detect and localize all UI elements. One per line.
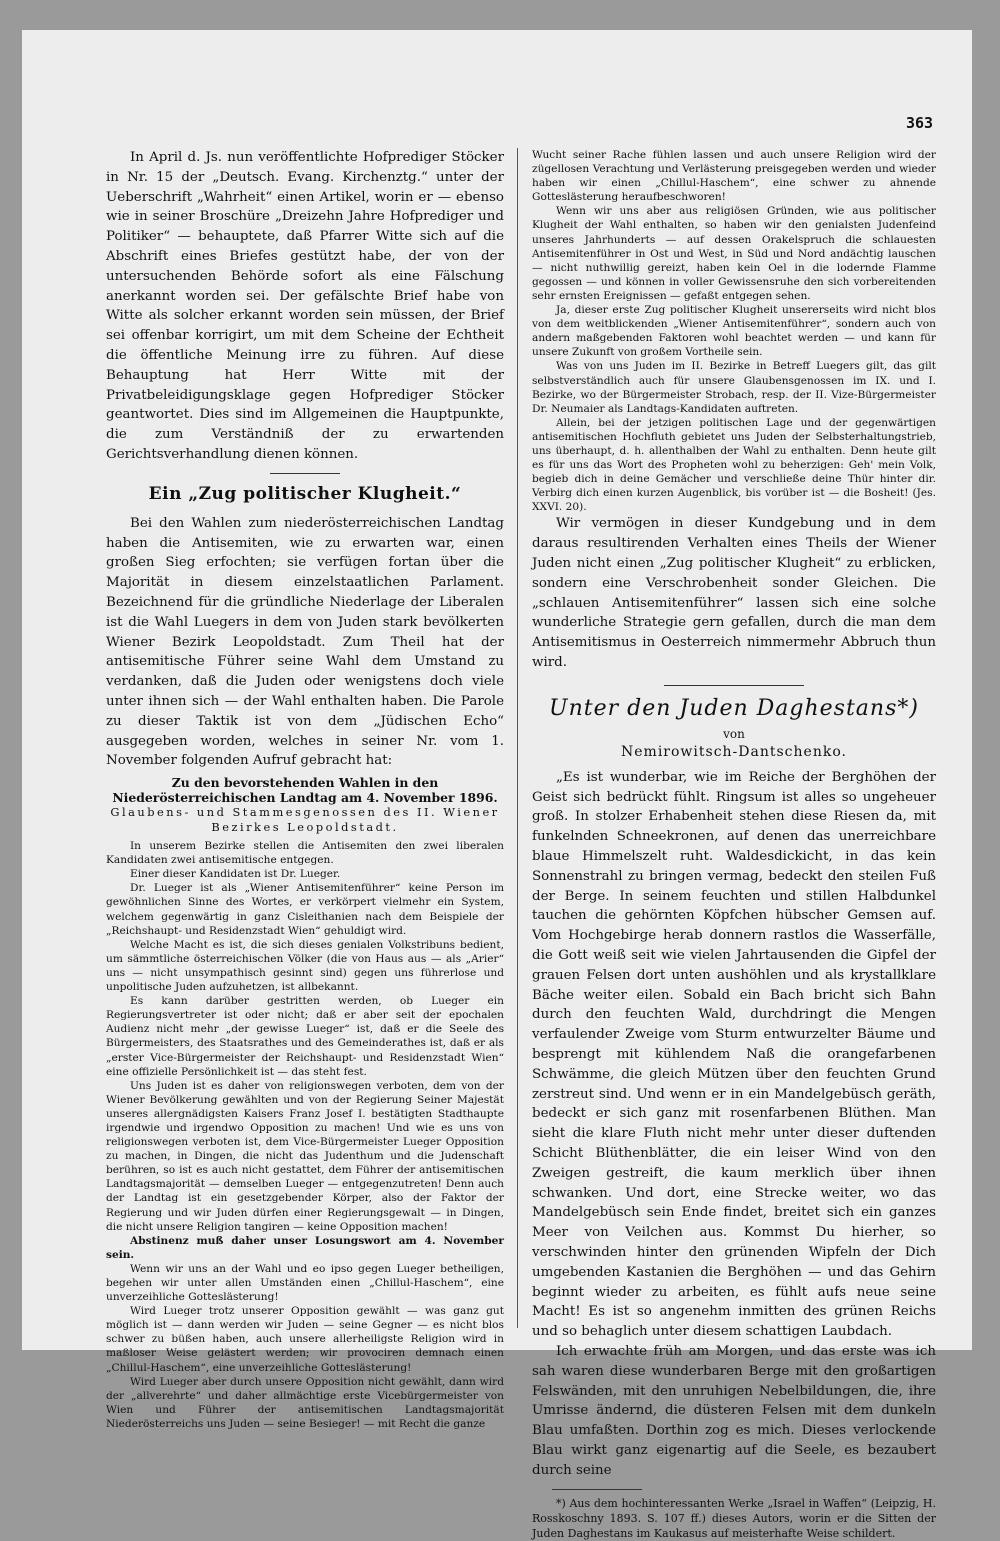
appeal-paragraph: Wird Lueger trotz unserer Opposition gewählt — was ganz gut möglich ist — dann werden wir Juden — seine Gegner — es nicht blos schwer zu büßen haben, auch unsere allerheiligste Religion wird in maßloser Weise gelästert werden; wir provociren demnach einen „Chillul-Haschem“, eine unverzeihliche Gotteslästerung! (106, 1305, 504, 1374)
appeal-paragraph: Wenn wir uns aber aus religiösen Gründen, wie aus politischer Klugheit der Wahl enthalten, so haben wir den genialsten Judenfeind unseres Jahrhunderts — auf dessen Orakelspruch die schlauesten Antisemitenführer in Ost und West, in Süd und Nord andächtig lauschen — nicht nuthwillig gereizt, haben kein Oel in die lodernde Flamme gegossen — und können in voller Gewissensruhe den sich vorbereitenden sehr ernsten Ereignissen — gefaßt entgegen sehen. (532, 205, 936, 302)
divider (270, 473, 340, 474)
appeal-paragraph: Es kann darüber gestritten werden, ob Lueger ein Regierungsvertreter ist oder nicht; daß er aber seit der epochalen Audienz nicht mehr „der gewisse Lueger“ ist, daß er die Seele des Bürgermeisters, des Staatsrathes und des Gemeinderathes ist, daß er als „erster Vice-Bürgermeister der Reichshaupt- und Residenzstadt Wien“ eine offizielle Persönlichkeit ist — das steht fest. (106, 995, 504, 1078)
appeal-paragraph: Welche Macht es ist, die sich dieses genialen Volkstribuns bedient, um sämmtliche österreichischen Völker (die von Haus aus — als „Arier“ uns — nicht unsympathisch gesinnt sind) gegen uns führerlose und unpolitische Juden aufzuhetzen, ist allbekannt. (106, 938, 504, 994)
appeal-paragraph: In unserem Bezirke stellen die Antisemiten den zwei liberalen Kandidaten zwei antisemitische entgegen. (106, 840, 504, 867)
appeal-heading: Zu den bevorstehenden Wahlen in den Niederösterreichischen Landtag am 4. November 1896. (112, 775, 498, 806)
paragraph-wahlen: Bei den Wahlen zum niederösterreichischen Landtag haben die Antisemiten, wie zu erwarten war, einen großen Sieg erfochten; sie verfügen fortan über die Majorität in diesem einzelstaatlichen Parlament. Bezeichnend für die gründliche Niederlage der Liberalen ist die Wahl Luegers in dem von Juden stark bevölkerten Wiener Bezirk Leopoldstadt. Zum Theil hat der antisemitische Führer seine Wahl dem Umstand zu verdanken, daß die Juden oder wenigstens doch viele unter ihnen sich — der Wahl enthalten haben. Die Parole zu dieser Taktik ist von dem „Jüdischen Echo“ ausgegeben worden, welches in seiner Nr. vom 1. November folgenden Aufruf gebracht hat: (106, 515, 504, 769)
appeal-paragraph-bold: Abstinenz muß daher unser Losungswort am 4. November sein. (106, 1234, 504, 1261)
appeal-paragraph: Was von uns Juden im II. Bezirke in Betreff Luegers gilt, das gilt selbstverständlich auch für unsere Glaubensgenossen im IX. und I. Bezirke, wo der Bürgermeister Strobach, resp. der II. Vize-Bürgermeister Dr. Neumaier als Landtags-Kandidaten auftreten. (532, 360, 936, 415)
column-rule (517, 148, 518, 1328)
paragraph-commentary: Wir vermögen in dieser Kundgebung und in dem daraus resultirenden Verhalten eines Theils der Wiener Juden nicht einen „Zug politischer Klugheit“ zu erblicken, sondern eine Verschrobenheit sonder Gleichen. Die „schlauen Antisemitenführer“ lassen sich eine solche wunderliche Strategie gern gefallen, durch die man dem Antisemitismus in Oesterreich nimmermehr Abbruch thun wird. (532, 516, 936, 671)
article-heading-daghestan: Unter den Juden Daghestans*) (549, 695, 919, 721)
paragraph-stoecker: In April d. Js. nun veröffentlichte Hofprediger Stöcker in Nr. 15 der „Deutsch. Evang. Kirchenztg.“ unter der Ueberschrift „Wahrheit“ einen Artikel, worin er — ebenso wie in seiner Broschüre „Dreizehn Jahre Hofprediger und Politiker“ — behauptete, daß Pfarrer Witte sich auf die Abschrift eines Briefes gestützt habe, der von der untersuchenden Behörde sofort als eine Fälschung anerkannt worden sei. Der gefälschte Brief habe von Witte als solcher erkannt worden sein müssen, der Brief sei offenbar korrigirt, um mit dem Scheine der Echtheit die öffentliche Meinung irre zu führen. Auf diese Behauptung hat Herr Witte mit der Privatbeleidigungsklage gegen Hofprediger Stöcker geantwortet. Dies sind im Allgemeinen die Hauptpunkte, die zum Verständniß der zu erwartenden Gerichtsverhandlung dienen können. (106, 150, 504, 462)
paragraph-mountains: „Es ist wunderbar, wie im Reiche der Berghöhen der Geist sich bedrückt fühlt. Ringsum ist alles so ungeheuer groß. In stolzer Erhabenheit stehen diese Riesen da, mit funkelnden Schneekronen, auf denen das unerreichbare blaue Himmelszelt ruht. Waldesdickicht, in das kein Sonnenstrahl zu bringen vermag, bedeckt den steilen Fuß der Berge. In seinem feuchten und stillen Halbdunkel tauchen die gehörnten Köpfchen hübscher Gemsen auf. Vom Hochgebirge herab donnern rastlos die Wasserfälle, die Gott weiß seit wie vielen Jahrtausenden die Gipfel der grauen Felsen dort unten aushöhlen und als krystallklare Bäche weiter eilen. Sobald ein Bach bricht sich Bahn durch den feuchten Wald, durchdringt die Mengen verfaulender Zweige vom Sturm entwurzelter Bäume und besprengt mit kühlendem Naß die orangefarbenen Schwämme, die gleich Mützen über den feuchten Grund zerstreut sind. Und wenn er in ein Mandelgebüsch geräth, bedeckt er sich ganz mit rosenfarbenen Blüthen. Man sieht die klare Fluth nicht mehr unter dieser duftenden Schicht Blüthenblätter, die ein leiser Wind von den Zweigen gestreift, die kaum merklich über ihnen schwanken. Und dort, eine Strecke weiter, wo das Mandelgebüsch sein Ende findet, breitet sich ein ganzes Meer von Veilchen aus. Kommst Du hierher, so verschwinden hinter den grünenden Wipfeln der Dich umgebenden Kastanien die Berghöhen — und das Gehirn beginnt wieder zu arbeiten, es fühlt aufs neue seine Macht! Es ist so angenehm inmitten des grünen Reichs und so behaglich unter diesem schattigen Laubdach. (532, 769, 936, 1340)
appeal-paragraph: Allein, bei der jetzigen politischen Lage und der gegenwärtigen antisemitischen Hochfluth gebietet uns Juden der Selbsterhaltungstrieb, uns überhaupt, d. h. allenthalben der Wahl zu enthalten. Denn heute gilt es für uns das Wort des Propheten wohl zu beherzigen: Geh' mein Volk, begieb dich in deine Gemächer und verschließe deine Thür hinter dir. Verbirg dich einen kurzen Augenblick, bis vorüber ist — die Bosheit! (Jes. XXVI. 20). (532, 416, 936, 514)
footnote: *) Aus dem hochinteressanten Werke „Israel in Waffen“ (Leipzig, H. Rosskoschny 1893. S. 107 ff.) dieses Autors, worin er die Sitten der Juden Daghestans im Kaukasus auf meisterhafte Weise schildert. (532, 1496, 936, 1540)
appeal-paragraph: Uns Juden ist es daher von religionswegen verboten, dem von der Wiener Bevölkerung gewählten und von der Regierung Seiner Majestät unseres allergnädigsten Kaisers Franz Josef I. bestätigten Stadthaupte irgendwie und irgendwo Opposition zu machen! Und wie es uns von religionswegen verboten ist, dem Vice-Bürgermeister Lueger Opposition zu machen, in Dingen, die nicht das Judenthum und die Judenschaft berühren, so ist es auch nicht gestattet, dem Führer der antisemitischen Landtagsmajorität — demselben Lueger — entgegenzutreten! Denn auch der Landtag ist ein gesetzgebender Körper, also der Faktor der Regierung und wir Juden dürfen einer Regierungsgewalt — in Dingen, die nicht unsere Religion tangiren — keine Opposition machen! (106, 1079, 504, 1233)
appeal-continuation: Wucht seiner Rache fühlen lassen und auch unsere Religion wird der zügellosen Verachtung und Verlästerung preisgegeben werden und wieder haben wir einen „Chillul-Haschem“, eine schwer zu ahnende Gotteslästerung heraufbeschworen! (532, 149, 936, 204)
newspaper-page (22, 30, 972, 1540)
page-number: 363 (906, 114, 934, 132)
left-column (106, 148, 504, 1430)
right-column (532, 148, 936, 1540)
footnote-rule (552, 1489, 642, 1490)
appeal-subheading: Glaubens- und Stammesgenossen des II. Wiener Bezirkes Leopoldstadt. (110, 805, 500, 835)
paragraph-morning: Ich erwachte früh am Morgen, und das erste was ich sah waren diese wunderbaren Berge mit den großartigen Felswänden, mit den unruhigen Nebelbildungen, die, ihre Umrisse ändernd, die düsteren Felsen mit dem dunkeln Blau umfaßten. Dorthin zog es mich. Dieses verlockende Blau wirkt ganz eigenartig auf die Seele, es bezaubert durch seine (532, 1343, 936, 1478)
article-heading-klugheit: Ein „Zug politischer Klugheit.“ (148, 483, 462, 504)
byline-author: Nemirowitsch-Dantschenko. (621, 743, 847, 760)
byline-von: von (723, 726, 745, 741)
appeal-paragraph: Wird Lueger aber durch unsere Opposition nicht gewählt, dann wird der „allverehrte“ und daher allmächtige erste Vicebürgermeister von Wien und Führer der antisemitischen Landtagsmajorität Niederösterreichs uns Juden — seine Besieger! — mit Recht die ganze (106, 1375, 504, 1430)
appeal-paragraph: Ja, dieser erste Zug politischer Klugheit unsererseits wird nicht blos von dem weitblickenden „Wiener Antisemitenführer“, sondern auch von andern maßgebenden Faktoren wohl beachtet werden — und kann für unsere Zukunft von großem Vortheile sein. (532, 304, 936, 359)
appeal-paragraph: Wenn wir uns an der Wahl und eo ipso gegen Lueger betheiligen, begehen wir unter allen Umständen einen „Chillul-Haschem“, eine unverzeihliche Gotteslästerung! (106, 1262, 504, 1304)
divider (664, 685, 804, 686)
appeal-paragraph: Einer dieser Kandidaten ist Dr. Lueger. (130, 868, 341, 881)
appeal-paragraph: Dr. Lueger ist als „Wiener Antisemitenführer“ keine Person im gewöhnlichen Sinne des Wortes, er verkörpert vielmehr ein System, welchem gegenwärtig in ganz Cisleithanien nach dem Beispiele der „Reichshaupt- und Residenzstadt Wien“ gehuldigt wird. (106, 882, 504, 937)
